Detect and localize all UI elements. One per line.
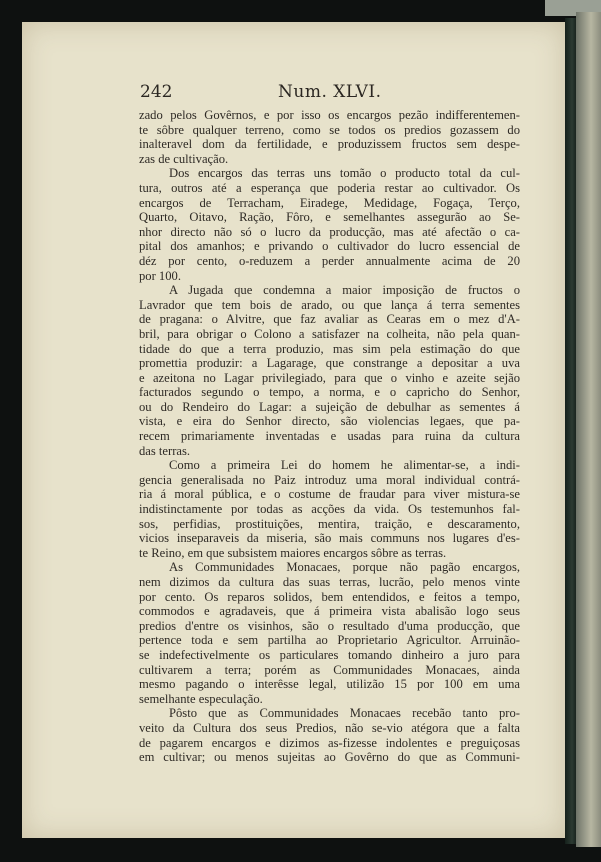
text-line: bril, para obrigar o Colono a satisfazer na colheita, não pela quan-	[139, 326, 520, 341]
text-line: por 100.	[139, 268, 181, 283]
text-line: promettia produzir: a Lagarage, que constrange a depositar a uva	[139, 356, 520, 371]
text-line: A Jugada que condemna a maior imposição de fructos o	[169, 283, 520, 298]
text-line: tidade do que a terra produzio, mas sim pela estimação do que	[139, 341, 520, 356]
text-line: Lavrador que tem bois de arado, ou que lança á terra sementes	[139, 297, 520, 312]
text-line: cultivarem a terra; porém as Communidades Monacaes, ainda	[139, 662, 520, 677]
text-line: te Reino, em que subsistem maiores encargos sôbre as terras.	[139, 545, 447, 560]
text-line: semelhante especulação.	[139, 691, 263, 706]
text-line: inalteravel dom da fertilidade, e produzissem fructos sem despe-	[139, 137, 520, 152]
page-body-text	[139, 108, 520, 765]
text-line: das terras.	[139, 443, 191, 458]
text-line: se indefectivelmente os particulares tomando dinheiro a juro para	[139, 647, 520, 662]
text-line: Pôsto que as Communidades Monacaes recebão tanto pro-	[169, 706, 520, 721]
page-number: 242	[140, 82, 173, 102]
text-line: sos, perfidias, prostituições, mentira, traição, e descaramento,	[139, 516, 520, 531]
text-line: ou do Rendeiro do Lagar: a sujeição de debulhar as sementes á	[139, 399, 520, 414]
text-line: por cento. Os reparos solidos, bem entendidos, e feitos a tempo,	[139, 589, 520, 604]
text-line: As Communidades Monacaes, porque não pagão encargos,	[169, 560, 520, 575]
text-line: te sôbre qualquer terreno, como se todos os predios gozassem do	[139, 122, 520, 137]
text-line: vicios inseparaveis da miseria, são mais communs nos lugares d'es-	[139, 531, 520, 546]
text-line: vista, e eira do Senhor directo, são violencias legaes, que pa-	[139, 414, 520, 429]
text-line: facturados segundo o tempo, a norma, e o capricho do Senhor,	[139, 385, 520, 400]
text-line: predios d'entre os visinhos, são o resultado d'uma producção, que	[139, 618, 520, 633]
text-line: recem primariamente inventadas e usadas para ruina da cultura	[139, 429, 520, 444]
text-line: nem dizimos da cultura das suas terras, lucrão, pelo menos vinte	[139, 575, 520, 589]
text-line: em cultivar; ou menos sujeitas ao Govêrno do que as Communi-	[139, 750, 520, 765]
text-line: Quarto, Oitavo, Ração, Fôro, e semelhantes assegurão ao Se-	[139, 210, 520, 225]
text-line: gencia generalisada no Paiz introduz uma moral individual contrá-	[139, 472, 520, 487]
text-line: veito da Cultura dos seus Predios, não se-vio atégora que a falta	[139, 720, 520, 735]
facing-page-edge	[576, 12, 601, 847]
text-line: encargos de Terracham, Eiradege, Medidage, Fogaça, Terço,	[139, 195, 520, 210]
text-line: mesmo pagando o interêsse legal, utilizão 15 por 100 em uma	[139, 677, 520, 692]
text-line: tura, outros até a esperança que poderia restar ao cultivador. Os	[139, 180, 520, 195]
issue-title: Num. XLVI.	[278, 82, 382, 102]
running-header	[140, 82, 520, 104]
text-line: Como a primeira Lei do homem he alimentar-se, a indi-	[169, 458, 520, 473]
text-line: pital dos amanhos; e privando o cultivador do lucro essencial de	[139, 239, 520, 254]
text-line: zado pelos Govêrnos, e por isso os encargos pezão indifferentemen-	[139, 108, 520, 122]
text-line: pertence toda e sem partilha ao Proprietario Agricultor. Arruinão-	[139, 633, 520, 648]
text-line: déz por cento, o-reduzem a perder annualmente acima de 20	[139, 253, 520, 268]
text-line: ria á moral pública, e o costume de fraudar para viver mistura-se	[139, 487, 520, 502]
text-line: de pragana: o Alvitre, que faz avaliar as Cearas em o mez d'A-	[139, 312, 520, 327]
text-line: Dos encargos das terras uns tomão o producto total da cul-	[169, 166, 520, 181]
text-line: indistinctamente por todas as acções da vida. Os testemunhos fal-	[139, 502, 520, 517]
text-line: nhor directo não só o lucro da producção, mas até afectão o ca-	[139, 224, 520, 239]
text-line: de pagarem encargos e dizimos as-fizesse indolentes e preguiçosas	[139, 735, 520, 750]
text-line: zas de cultivação.	[139, 151, 229, 166]
text-line: e azeitona no Lagar privilegiado, para que o vinho e azeite sejão	[139, 370, 520, 385]
text-line: commodos e agradaveis, que á primeira vista abalisão logo seus	[139, 604, 520, 619]
